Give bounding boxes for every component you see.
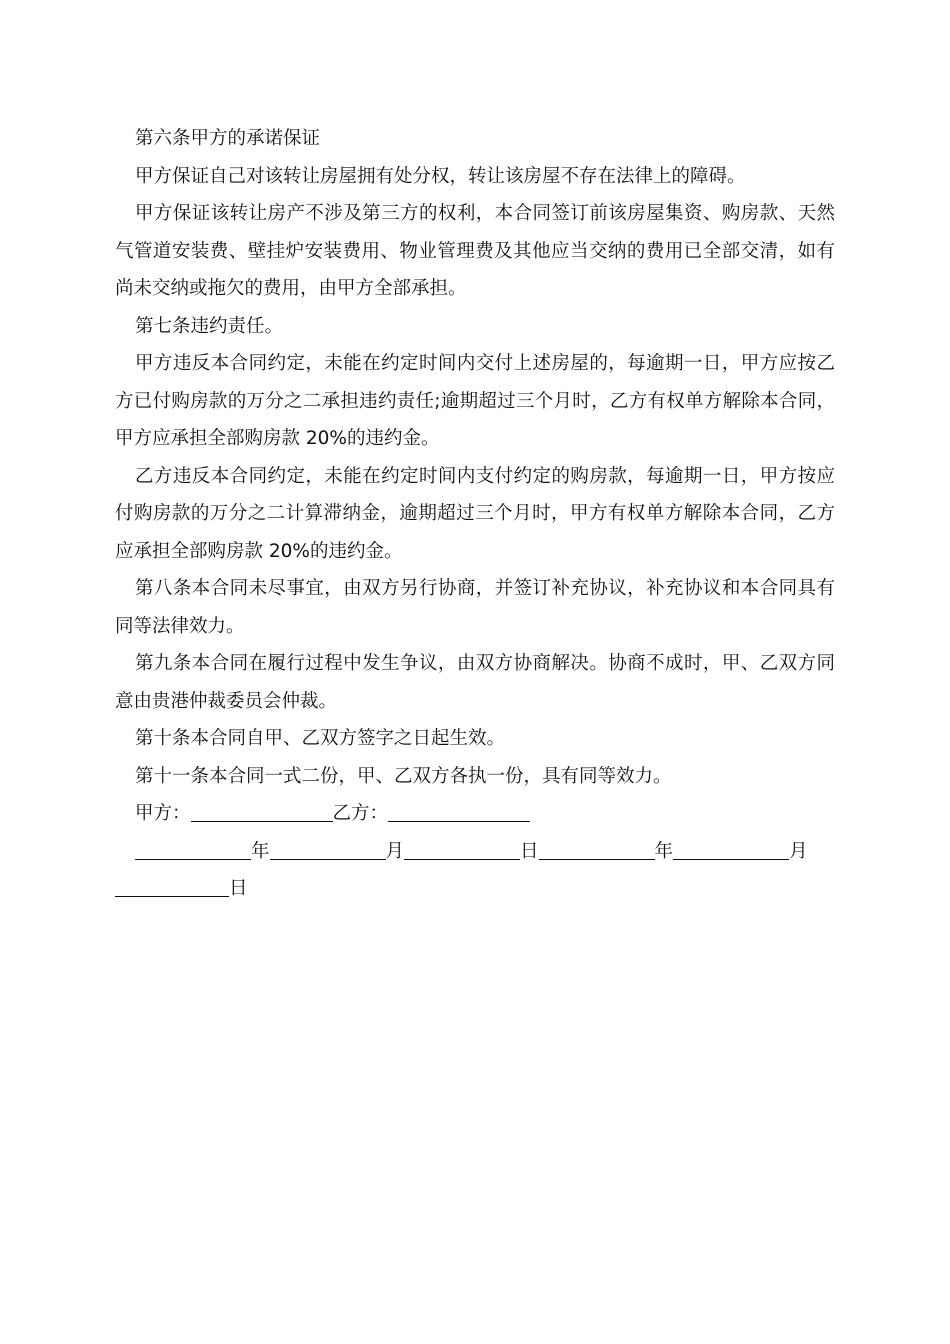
month-label-a: 月 — [385, 840, 405, 862]
party-a-year-blank[interactable] — [135, 839, 251, 860]
month-label-b: 月 — [789, 840, 808, 862]
party-b-day-blank-end[interactable] — [143, 876, 229, 897]
article-10: 第十条本合同自甲、乙双方签字之日起生效。 — [135, 728, 506, 749]
article-8: 第八条本合同未尽事宜，由双方另行协商，并签订补充协议，补充协议和本合同具有同等法律效力。 — [115, 578, 835, 637]
article-9: 第九条本合同在履行过程中发生争议，由双方协商解决。协商不成时，甲、乙双方同意由贵港仲裁委员会仲裁。 — [115, 653, 835, 712]
year-label-a: 年 — [251, 840, 270, 862]
party-b-signature-blank[interactable] — [388, 801, 530, 822]
signature-line — [115, 795, 835, 833]
article-6-clause-1: 甲方保证自己对该转让房屋拥有处分权，转让该房屋不存在法律上的障碍。 — [135, 165, 746, 187]
party-b-month-blank[interactable] — [673, 839, 789, 860]
party-a-signature-blank[interactable] — [191, 801, 333, 822]
article-6-heading: 第六条甲方的承诺保证 — [135, 128, 321, 149]
date-line — [115, 833, 835, 908]
day-label-a: 日 — [520, 840, 539, 862]
day-label-b: 日 — [229, 878, 248, 899]
article-11: 第十一条本合同一式二份，甲、乙双方各执一份，具有同等效力。 — [135, 765, 672, 787]
party-b-label: 乙方： — [332, 803, 389, 824]
party-a-month-blank[interactable] — [270, 839, 386, 860]
document-body — [115, 120, 835, 908]
party-a-day-blank[interactable] — [404, 839, 520, 860]
article-7-clause-2: 乙方违反本合同约定，未能在约定时间内支付约定的购房款，每逾期一日，甲方按应付购房款的万分之二计算滞纳金，逾期超过三个月时，甲方有权单方解除本合同，乙方应承担全部购房款 20%的违约金。 — [115, 465, 835, 562]
article-6-clause-2: 甲方保证该转让房产不涉及第三方的权利，本合同签订前该房屋集资、购房款、天然气管道安装费、壁挂炉安装费用、物业管理费及其他应当交纳的费用已全部交清，如有尚未交纳或拖欠的费用，由甲方全部承担。 — [115, 203, 835, 299]
year-label-b: 年 — [654, 840, 674, 862]
party-b-year-blank[interactable] — [539, 839, 655, 860]
article-7-clause-1: 甲方违反本合同约定，未能在约定时间内交付上述房屋的，每逾期一日，甲方应按乙方已付购房款的万分之二承担违约责任;逾期超过三个月时，乙方有权单方解除本合同，甲方应承担全部购房款 20%的违约金。 — [115, 353, 835, 449]
party-a-label: 甲方： — [135, 803, 191, 824]
article-7-heading: 第七条违约责任。 — [135, 315, 284, 337]
party-b-day-blank-start[interactable] — [115, 876, 143, 897]
